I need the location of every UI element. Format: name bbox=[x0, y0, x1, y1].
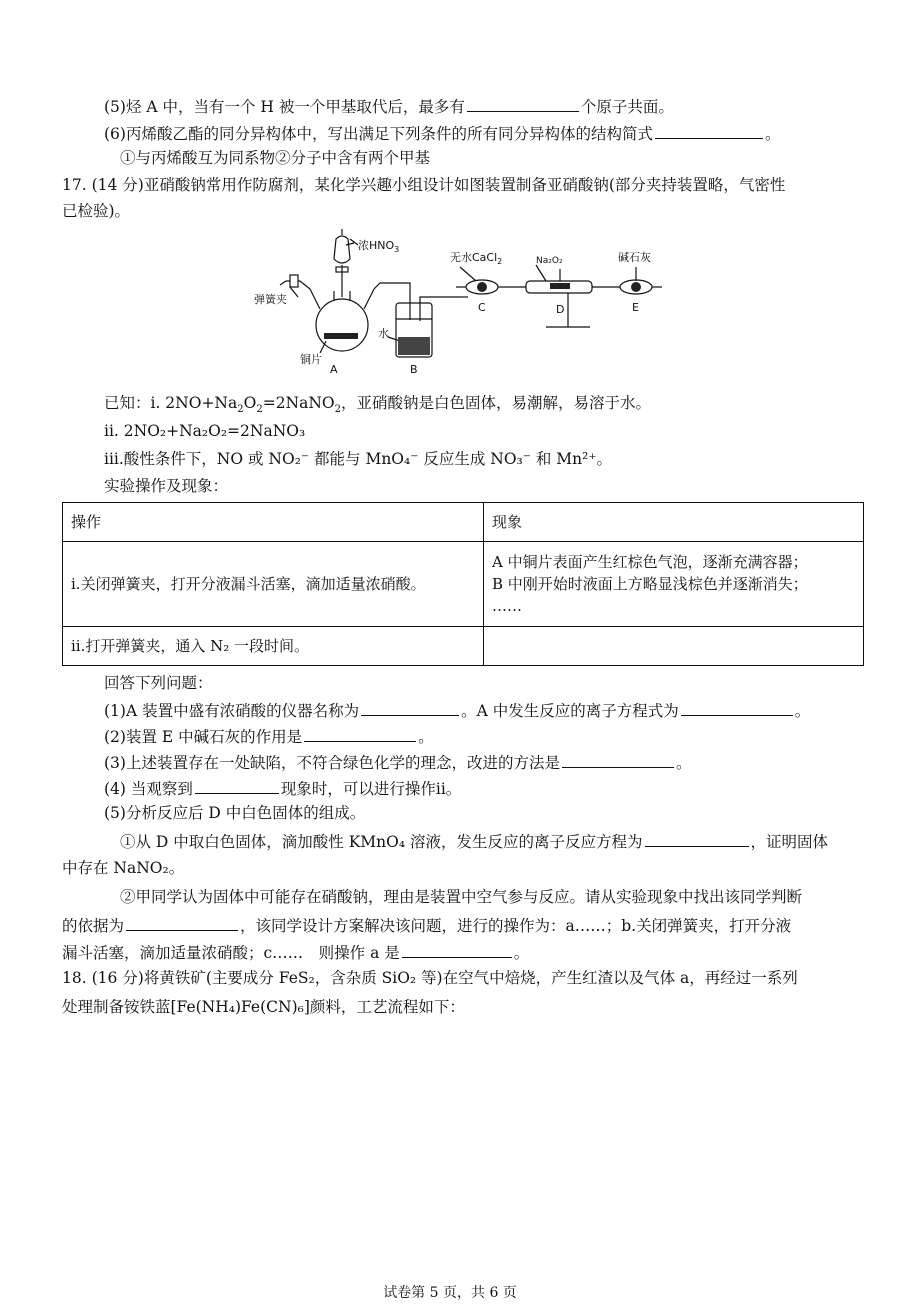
answer-prompt: 回答下列问题： bbox=[104, 674, 213, 692]
answer-blank[interactable] bbox=[304, 725, 416, 742]
part-5-2-cont: 的依据为 ，该同学设计方案解决该问题，进行的操作为：a……；b.关闭弹簧夹，打开分液 bbox=[62, 914, 791, 936]
part-3: (3)上述装置存在一处缺陷，不符合绿色化学的理念，改进的方法是 。 bbox=[104, 751, 691, 773]
separatory-funnel bbox=[334, 236, 350, 263]
label-water: 水 bbox=[378, 327, 389, 340]
row2-phenomenon bbox=[484, 627, 864, 666]
answer-blank[interactable] bbox=[562, 751, 674, 768]
answer-blank[interactable] bbox=[126, 914, 238, 931]
table-header-row bbox=[63, 503, 864, 542]
letter-e: E bbox=[632, 301, 639, 314]
header-operation: 操作 bbox=[63, 503, 484, 542]
round-bottom-flask bbox=[316, 299, 368, 351]
experiment-title: 实验操作及现象： bbox=[104, 477, 229, 495]
label-cacl2: 无水CaCl$_2$ bbox=[450, 251, 503, 266]
label-na2o2: Na₂O₂ bbox=[536, 256, 563, 266]
answer-blank[interactable] bbox=[681, 699, 793, 716]
letter-a: A bbox=[330, 363, 338, 376]
row1-operation: i.关闭弹簧夹，打开分液漏斗活塞，滴加适量浓硝酸。 bbox=[63, 542, 484, 627]
q16-item5: (5)烃 A 中，当有一个 H 被一个甲基取代后，最多有 个原子共面。 bbox=[104, 95, 674, 117]
answer-blank[interactable] bbox=[361, 699, 459, 716]
known-1: 已知：i. $2NO+Na_2O_2=2NaNO_2$，亚硝酸钠是白色固体，易潮解，易溶于水。 bbox=[104, 394, 652, 416]
label-clamp: 弹簧夹 bbox=[254, 293, 287, 306]
part-2: (2)装置 E 中碱石灰的作用是 。 bbox=[104, 725, 434, 747]
q17-intro-line1: 17. (14 分)亚硝酸钠常用作防腐剂，某化学兴趣小组设计如图装置制备亚硝酸钠(部分夹持装置略，气密性 bbox=[62, 176, 786, 194]
table-row bbox=[63, 627, 864, 666]
q18-line1: 18. (16 分)将黄铁矿(主要成分 FeS₂，含杂质 SiO₂ 等)在空气中焙烧，产生红渣以及气体 a，再经过一系列 bbox=[62, 969, 798, 987]
row1-phenomenon: A 中铜片表面产生红棕色气泡，逐渐充满容器； B 中刚开始时液面上方略显浅棕色并逐渐消失； …… bbox=[484, 542, 864, 627]
letter-c: C bbox=[478, 301, 486, 314]
part-5-1-cont: 中存在 NaNO₂。 bbox=[62, 859, 185, 877]
known-3: iii.酸性条件下，NO 或 NO₂⁻ 都能与 MnO₄⁻ 反应生成 NO₃⁻ 和 Mn²⁺。 bbox=[104, 450, 613, 468]
answer-blank[interactable] bbox=[467, 95, 579, 112]
part-5-1: ①从 D 中取白色固体，滴加酸性 KMnO₄ 溶液，发生反应的离子反应方程为 ，证明固体 bbox=[120, 830, 828, 852]
header-phenomenon: 现象 bbox=[484, 503, 864, 542]
letter-d: D bbox=[556, 303, 565, 316]
label-sodalime: 碱石灰 bbox=[618, 251, 651, 264]
part-1: (1)A 装置中盛有浓硝酸的仪器名称为 。A 中发生反应的离子方程式为 。 bbox=[104, 699, 810, 721]
spring-clamp bbox=[290, 275, 298, 287]
answer-blank[interactable] bbox=[195, 777, 279, 794]
label-copper: 铜片 bbox=[300, 353, 322, 366]
known-2: ii. 2NO₂+Na₂O₂=2NaNO₃ bbox=[104, 422, 306, 440]
letter-b: B bbox=[410, 363, 418, 376]
answer-blank[interactable] bbox=[655, 122, 763, 139]
part-4: (4) 当观察到 现象时，可以进行操作ii。 bbox=[104, 777, 461, 799]
row2-operation: ii.打开弹簧夹，通入 N₂ 一段时间。 bbox=[63, 627, 484, 666]
q18-line2: 处理制备铵铁蓝[Fe(NH₄)Fe(CN)₆]颜料，工艺流程如下： bbox=[62, 998, 465, 1016]
q16-item6: (6)丙烯酸乙酯的同分异构体中，写出满足下列条件的所有同分异构体的结构简式 。 bbox=[104, 122, 780, 144]
label-hno3: 浓$HNO_3$ bbox=[358, 239, 400, 254]
part-5-2-end: 漏斗活塞，滴加适量浓硝酸；c…… 则操作 a 是 。 bbox=[62, 941, 529, 963]
answer-blank[interactable] bbox=[645, 830, 749, 847]
table-row bbox=[63, 542, 864, 627]
part-5-2: ②甲同学认为固体中可能存在硝酸钠，理由是装置中空气参与反应。请从实验现象中找出该同学判断 bbox=[120, 888, 803, 906]
page-footer: 试卷第 5 页，共 6 页 bbox=[383, 1285, 517, 1301]
operations-table bbox=[62, 502, 864, 666]
part-5: (5)分析反应后 D 中白色固体的组成。 bbox=[104, 804, 366, 822]
apparatus-diagram bbox=[250, 225, 680, 377]
q16-conditions: ①与丙烯酸互为同系物②分子中含有两个甲基 bbox=[120, 149, 431, 167]
answer-blank[interactable] bbox=[402, 941, 512, 958]
q17-intro-line2: 已检验)。 bbox=[62, 202, 131, 220]
